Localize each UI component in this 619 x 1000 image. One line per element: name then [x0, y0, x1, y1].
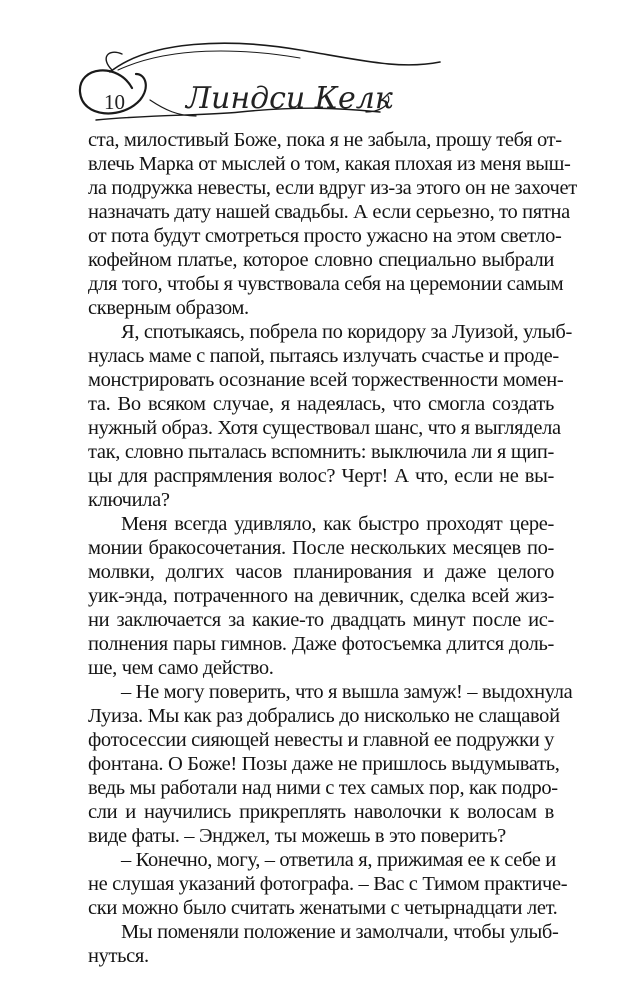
- text-line: для того, чтобы я чувствовала себя на церемонии самым: [88, 273, 564, 295]
- text-line: скверным образом.: [88, 297, 249, 319]
- text-line: от пота будут смотреться просто ужасно на этом светло-: [88, 225, 562, 247]
- text-line: ла подружка невесты, если вдруг из-за этого он не захочет: [88, 177, 577, 199]
- text-line: фонтана. О Боже! Позы даже не пришлось выдумывать,: [88, 753, 560, 775]
- text-line: монстрировать осознание всей торжественности момен-: [88, 369, 564, 391]
- text-line: назначать дату нашей свадьбы. А если серьезно, то пятна: [88, 201, 570, 223]
- text-line: молвки, долгих часов планирования и даже целого: [88, 561, 554, 583]
- text-line: так, словно пыталась вспомнить: выключила ли я щип-: [88, 441, 554, 463]
- text-line: – Не могу поверить, что я вышла замуж! – выдохнула: [121, 681, 573, 703]
- text-line: сли и научились прикреплять наволочки к волосам в: [88, 801, 554, 823]
- text-line: фотосессии сияющей невесты и главной ее подружки у: [88, 729, 555, 751]
- text-line: Мы поменяли положение и замолчали, чтобы улыб-: [121, 921, 559, 943]
- page-number: 10: [104, 90, 125, 114]
- text-line: ни заключается за какие-то двадцать минут после ис-: [88, 609, 554, 631]
- text-line: нуться.: [88, 945, 149, 967]
- text-line: ста, милостивый Боже, пока я не забыла, прошу тебя от-: [88, 129, 562, 151]
- text-line: ключила?: [88, 489, 170, 511]
- text-line: – Конечно, могу, – ответила я, прижимая ее к себе и: [121, 849, 556, 871]
- text-line: кофейном платье, которое словно специально выбрали: [88, 249, 554, 271]
- page-header: [0, 0, 619, 130]
- text-line: Я, спотыкаясь, побрела по коридору за Луизой, улыб-: [121, 321, 572, 343]
- text-line: нулась маме с папой, пытаясь излучать счастье и проде-: [88, 345, 559, 367]
- text-line: не слушая указаний фотографа. – Вас с Тимом практиче-: [88, 873, 568, 895]
- text-line: монии бракосочетания. После нескольких месяцев по-: [88, 537, 554, 559]
- body-text: [88, 128, 577, 968]
- text-line: нужный образ. Хотя существовал шанс, что я выглядела: [88, 417, 561, 439]
- text-line: уик-энда, потраченного на девичник, сделка всей жиз-: [88, 585, 554, 607]
- text-line: виде фаты. – Энджел, ты можешь в это поверить?: [88, 825, 506, 847]
- text-line: та. Во всяком случае, я надеялась, что смогла создать: [88, 393, 554, 415]
- text-line: ведь мы работали над ними с тех самых пор, как подро-: [88, 777, 558, 799]
- text-line: цы для распрямления волос? Черт! А что, если не вы-: [88, 465, 554, 487]
- running-head-author: Линдси Келк: [186, 81, 393, 116]
- text-line: влечь Марка от мыслей о том, какая плохая из меня выш-: [88, 153, 571, 175]
- text-line: ски можно было считать женатыми с четырнадцати лет.: [88, 897, 558, 919]
- text-line: полнения пары гимнов. Даже фотосъемка длится доль-: [88, 633, 554, 655]
- text-line: Меня всегда удивляло, как быстро проходят цере-: [121, 513, 554, 535]
- text-line: Луиза. Мы как раз добрались до нисколько не слащавой: [88, 705, 560, 727]
- text-line: ше, чем само действо.: [88, 657, 274, 679]
